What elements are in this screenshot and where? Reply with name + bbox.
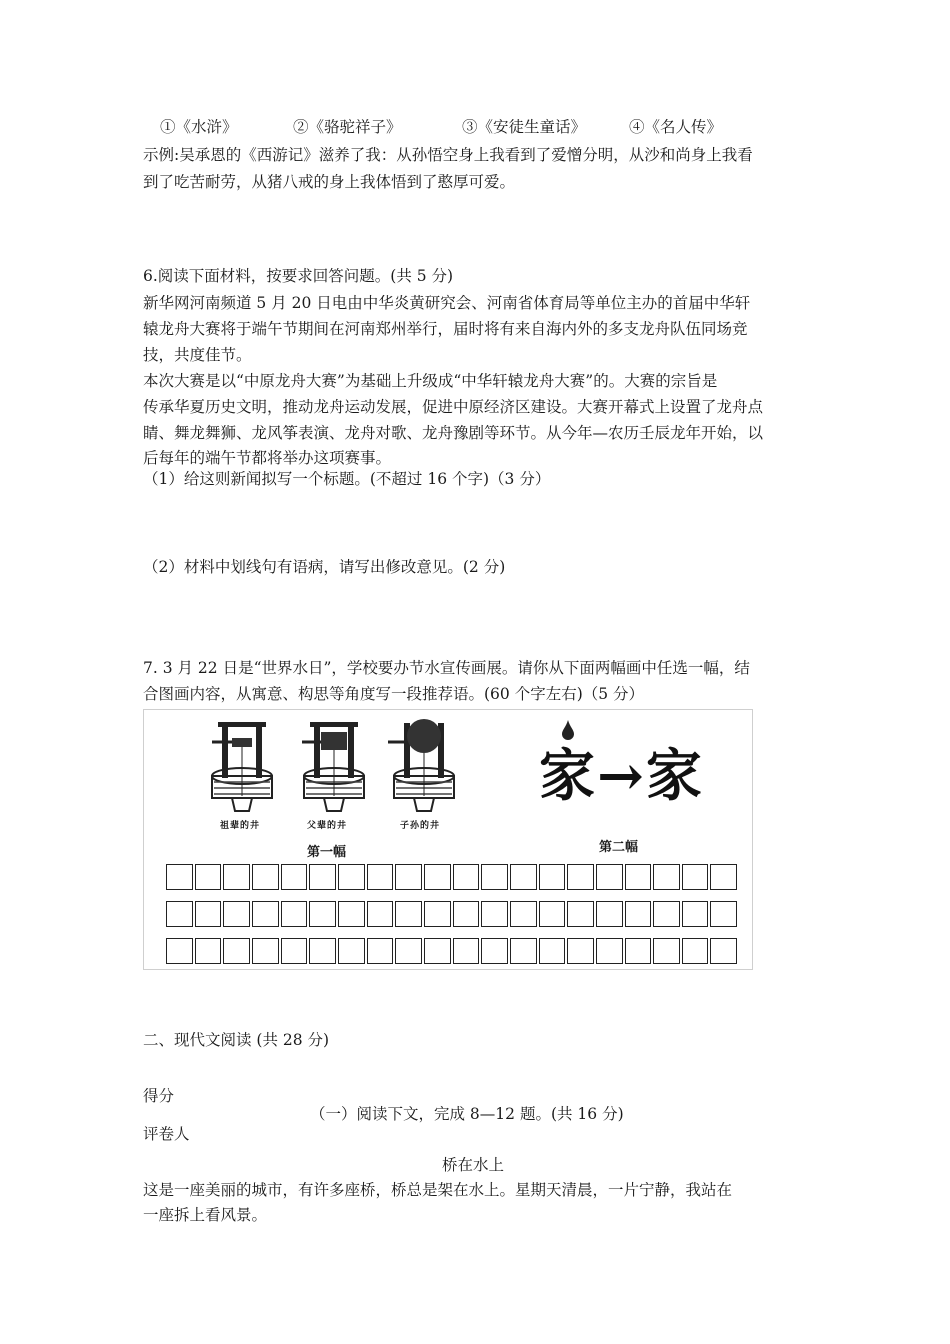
grid-cell [596, 901, 623, 927]
grid-cell [367, 938, 394, 964]
grid-cell [653, 864, 680, 890]
grid-cell [510, 864, 537, 890]
jia-calligraphy: 家→家 [539, 743, 704, 809]
grid-cell [710, 864, 737, 890]
q6-para2-line3: 睛、舞龙舞狮、龙风筝表演、龙舟对歌、龙舟豫剧等环节。从今年—农历壬辰龙年开始，以 [143, 424, 764, 442]
grid-cell [682, 901, 709, 927]
grid-cell [166, 901, 193, 927]
grid-cell [367, 864, 394, 890]
grid-cell [653, 938, 680, 964]
section2-title: 二、现代文阅读 (共 28 分) [143, 1031, 330, 1049]
q6-para1-line1: 新华网河南频道 5 月 20 日电由中华炎黄研究会、河南省体育局等单位主办的首届中华轩 [143, 294, 751, 312]
grid-cell [309, 864, 336, 890]
q7-line-2: 合图画内容，从寓意、构思等角度写一段推荐语。(60 个字左右)（5 分） [143, 685, 645, 703]
story-line-1: 这是一座美丽的城市，有许多座桥，桥总是架在水上。星期天清晨，一片宁静，我站在 [143, 1181, 733, 1199]
grid-cell [625, 864, 652, 890]
grid-cell [338, 864, 365, 890]
grid-cell [309, 901, 336, 927]
example-line-2: 到了吃苦耐劳，从猪八戒的身上我体悟到了憨厚可爱。 [143, 173, 516, 191]
grid-cell [252, 864, 279, 890]
answer-grid-row-3 [166, 938, 739, 964]
grid-cell [223, 938, 250, 964]
grid-cell [481, 864, 508, 890]
book-option-4: ④《名人传》 [629, 118, 723, 136]
grid-cell [281, 901, 308, 927]
well-caption-1: 祖辈的井 [220, 821, 261, 831]
grid-cell [710, 938, 737, 964]
grid-cell [223, 901, 250, 927]
well-illustration-3 [384, 718, 464, 813]
grid-cell [682, 938, 709, 964]
grid-cell [195, 864, 222, 890]
grid-cell [453, 864, 480, 890]
q6-para2-line2: 传承华夏历史文明，推动龙舟运动发展，促进中原经济区建设。大赛开幕式上设置了龙舟点 [143, 398, 764, 416]
book-option-2: ②《骆驼祥子》 [293, 118, 402, 136]
grid-cell [338, 938, 365, 964]
grid-cell [367, 901, 394, 927]
grid-cell [625, 901, 652, 927]
grid-cell [567, 938, 594, 964]
grid-cell [195, 901, 222, 927]
q6-para1-line3: 技，共度佳节。 [143, 346, 252, 364]
example-line-1: 示例:吴承恩的《西游记》滋养了我：从孙悟空身上我看到了爱憎分明，从沙和尚身上我看 [143, 146, 753, 164]
well-caption-2: 父辈的井 [307, 821, 348, 831]
grid-cell [453, 901, 480, 927]
q6-sub1: （1）给这则新闻拟写一个标题。(不超过 16 个字)（3 分） [143, 470, 551, 488]
book-option-1: ①《水浒》 [160, 118, 238, 136]
grid-cell [395, 864, 422, 890]
grid-cell [682, 864, 709, 890]
grid-cell [223, 864, 250, 890]
q6-sub2: （2）材料中划线句有语病，请写出修改意见。(2 分) [143, 558, 506, 576]
story-title: 桥在水上 [442, 1156, 505, 1174]
grid-cell [424, 901, 451, 927]
grid-cell [625, 938, 652, 964]
figure-label-2: 第二幅 [599, 840, 639, 855]
grader-label: 评卷人 [143, 1125, 190, 1143]
grid-cell [510, 938, 537, 964]
grid-cell [338, 901, 365, 927]
grid-cell [252, 938, 279, 964]
q6-para2-line1: 本次大赛是以“中原龙舟大赛”为基础上升级成“中华轩辕龙舟大赛”的。大赛的宗旨是 [143, 372, 718, 390]
grid-cell [481, 938, 508, 964]
grid-cell [710, 901, 737, 927]
part1-title: （一）阅读下文，完成 8—12 题。(共 16 分) [310, 1105, 624, 1123]
grid-cell [596, 938, 623, 964]
grid-cell [653, 901, 680, 927]
grid-cell [309, 938, 336, 964]
grid-cell [281, 938, 308, 964]
q7-line-1: 7. 3 月 22 日是“世界水日”，学校要办节水宣传画展。请你从下面两幅画中任选一幅，结 [143, 659, 750, 677]
grid-cell [567, 901, 594, 927]
grid-cell [596, 864, 623, 890]
q6-title: 6.阅读下面材料，按要求回答问题。(共 5 分) [143, 267, 454, 285]
figure-label-1: 第一幅 [307, 845, 347, 860]
well-illustration-2 [294, 718, 374, 813]
grid-cell [166, 938, 193, 964]
grid-cell [195, 938, 222, 964]
q6-para2-line4: 后每年的端午节都将举办这项赛事。 [143, 449, 392, 467]
answer-grid-row-2 [166, 901, 739, 927]
grid-cell [539, 864, 566, 890]
water-day-figure [143, 709, 753, 970]
story-line-2: 一座拆上看风景。 [143, 1206, 268, 1224]
well-caption-3: 子孙的井 [400, 821, 441, 831]
answer-grid-row-1 [166, 864, 739, 890]
grid-cell [424, 938, 451, 964]
grid-cell [395, 938, 422, 964]
book-option-3: ③《安徒生童话》 [462, 118, 587, 136]
grid-cell [252, 901, 279, 927]
grid-cell [281, 864, 308, 890]
grid-cell [567, 864, 594, 890]
q6-para1-line2: 辕龙舟大赛将于端午节期间在河南郑州举行，届时将有来自海内外的多支龙舟队伍同场竞 [143, 320, 748, 338]
grid-cell [166, 864, 193, 890]
grid-cell [539, 938, 566, 964]
grid-cell [424, 864, 451, 890]
grid-cell [510, 901, 537, 927]
well-illustration-1 [202, 718, 282, 813]
score-label: 得分 [143, 1087, 175, 1105]
grid-cell [539, 901, 566, 927]
grid-cell [453, 938, 480, 964]
grid-cell [481, 901, 508, 927]
grid-cell [395, 901, 422, 927]
